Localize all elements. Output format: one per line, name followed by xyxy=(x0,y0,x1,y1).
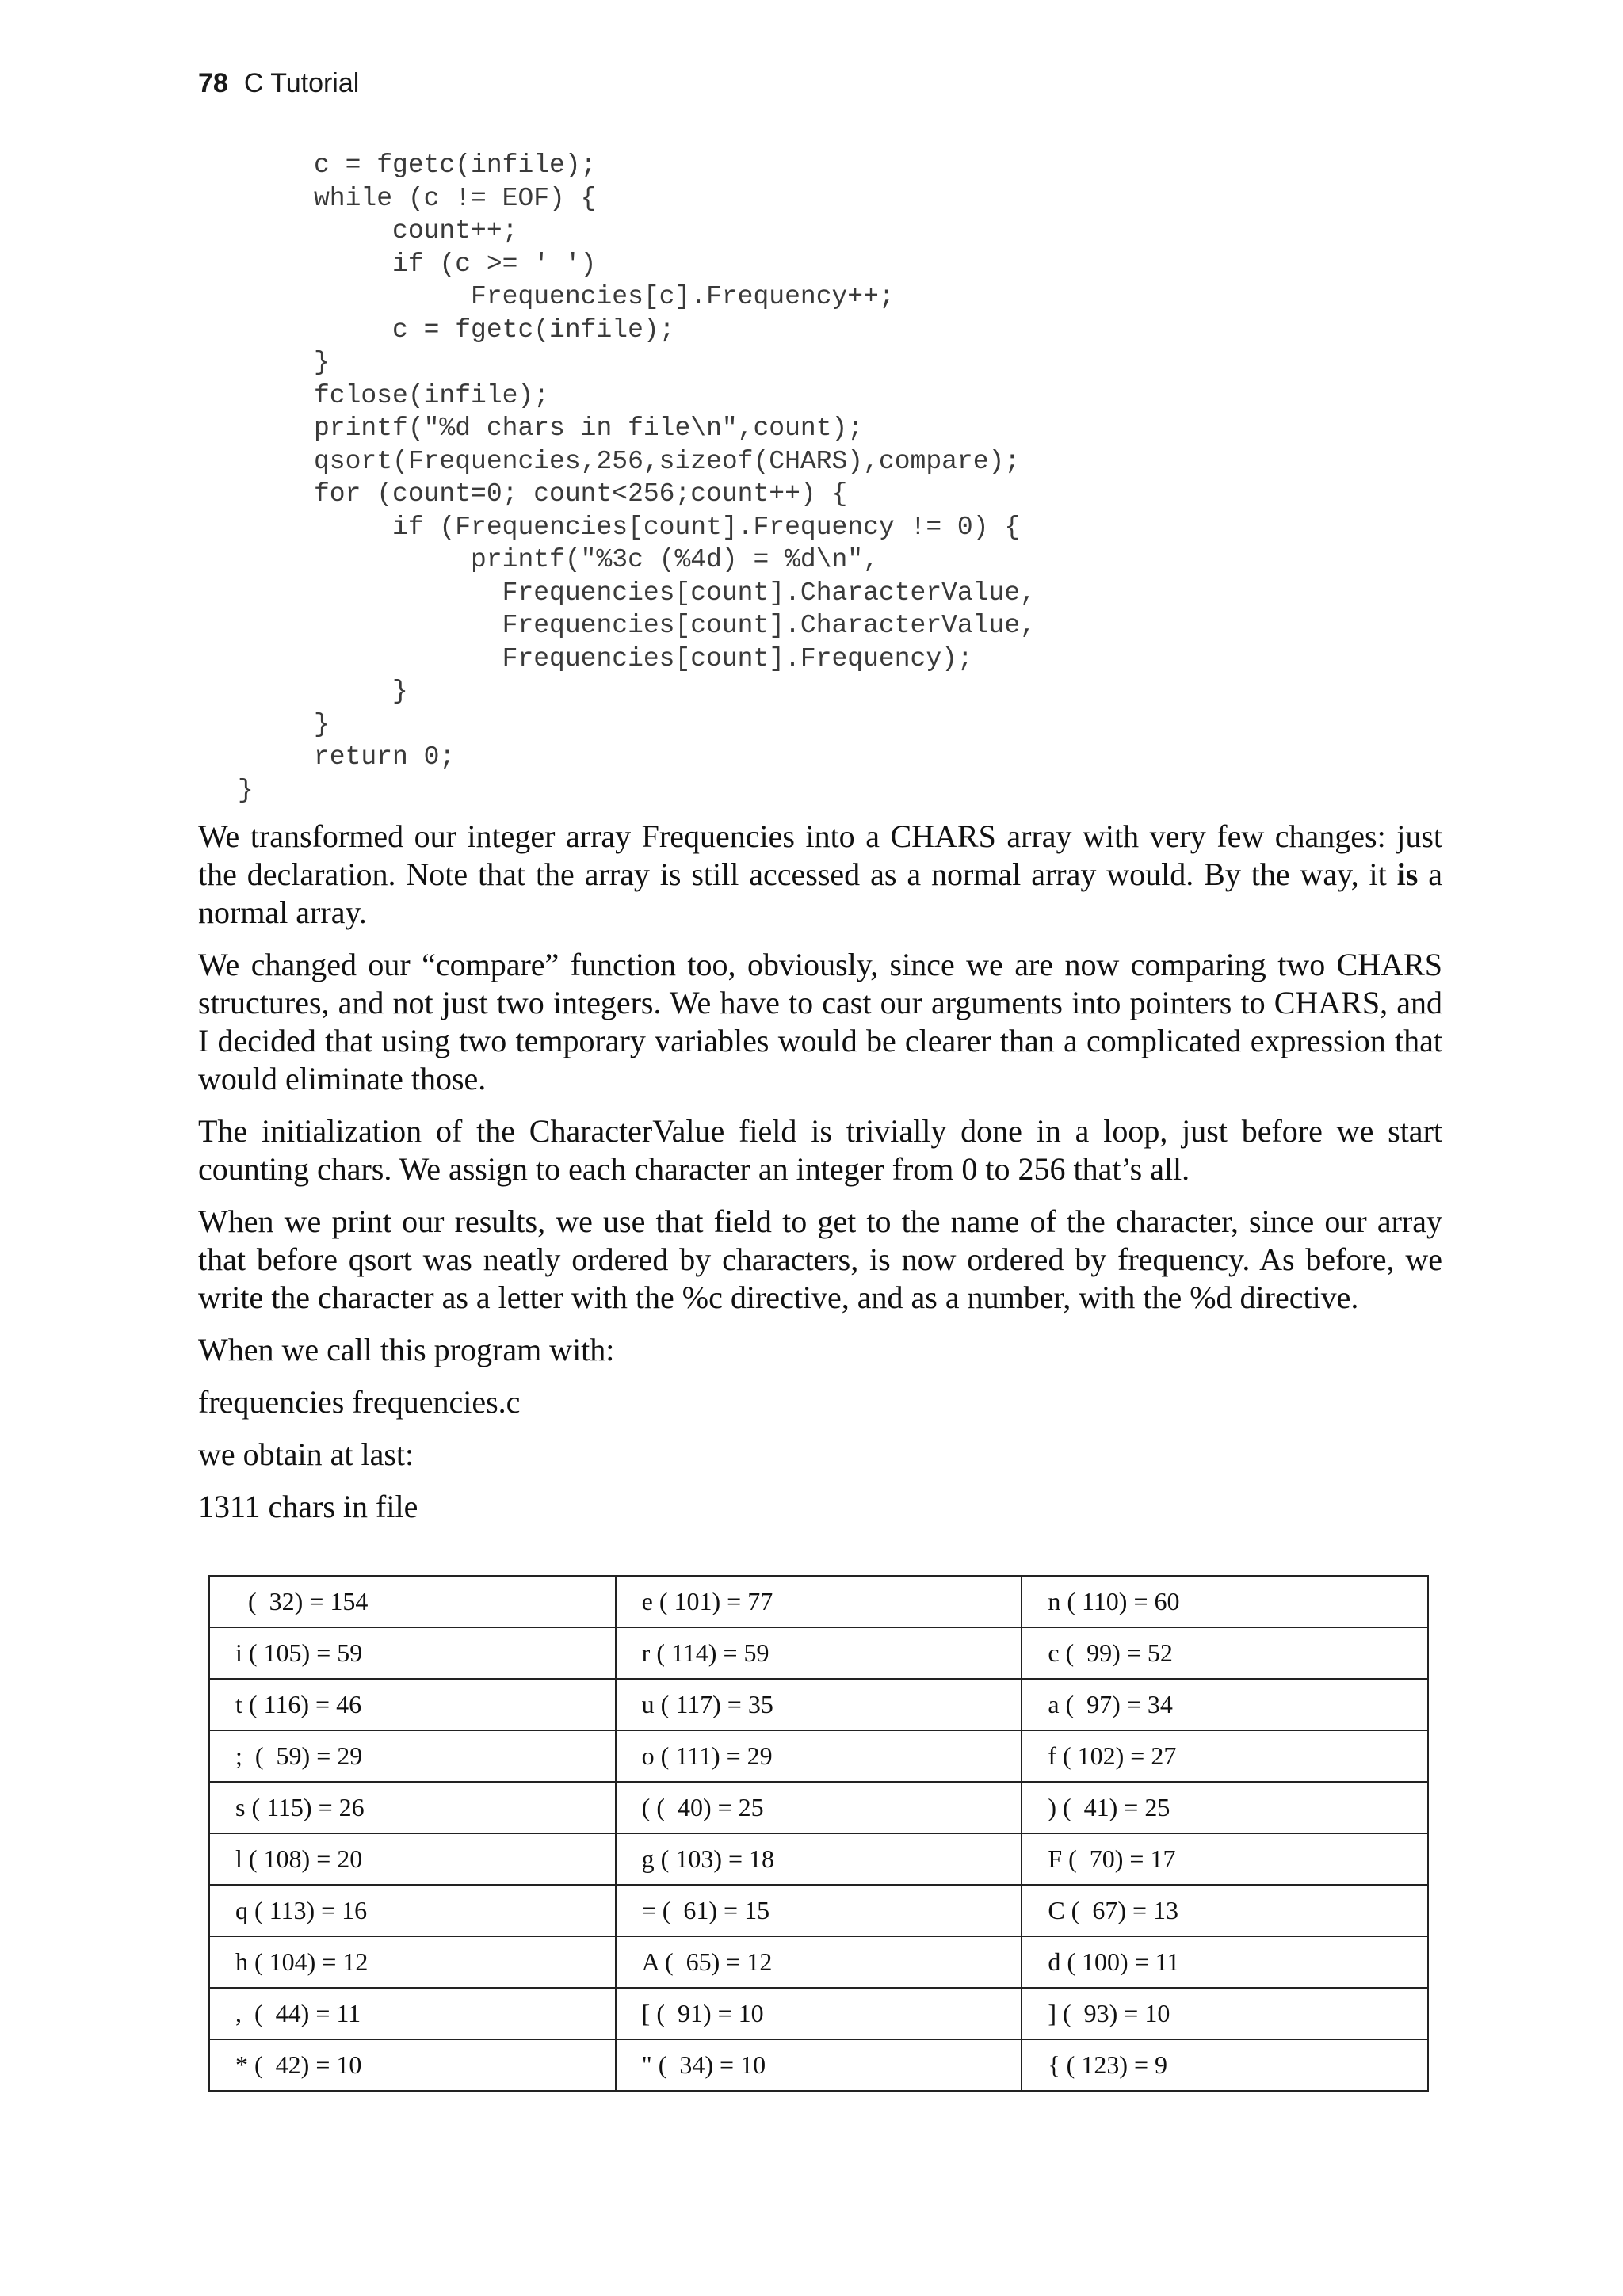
table-row xyxy=(209,1833,1428,1885)
table-cell: i ( 105) = 59 xyxy=(209,1627,616,1679)
code-line: } xyxy=(238,775,254,805)
paragraph-text: We transformed our integer array Frequencies into a CHARS array with very few changes: just the declaration. Note that the array is still accessed as a normal array would. By the way, it xyxy=(198,818,1442,892)
code-line: Frequencies[count].CharacterValue, xyxy=(314,578,1036,608)
page-header xyxy=(198,68,359,99)
table-cell: o ( 111) = 29 xyxy=(616,1730,1022,1782)
table-row xyxy=(209,1782,1428,1833)
code-line: printf("%3c (%4d) = %d\n", xyxy=(314,545,879,574)
code-line: return 0; xyxy=(314,742,456,772)
table-row xyxy=(209,1576,1428,1627)
emphasis: is xyxy=(1396,856,1419,892)
paragraph: 1311 chars in file xyxy=(198,1489,418,1524)
table-cell: C ( 67) = 13 xyxy=(1022,1885,1428,1936)
table-cell: ] ( 93) = 10 xyxy=(1022,1988,1428,2039)
code-line: printf("%d chars in file\n",count); xyxy=(314,414,864,443)
code-line: } xyxy=(314,709,330,739)
running-title: C Tutorial xyxy=(243,68,360,98)
paragraph: we obtain at last: xyxy=(198,1436,414,1472)
paragraph: frequencies frequencies.c xyxy=(198,1384,521,1420)
code-line: qsort(Frequencies,256,sizeof(CHARS),compare); xyxy=(314,446,1021,476)
code-line: c = fgetc(infile); xyxy=(314,151,597,180)
paragraph: The initialization of the CharacterValue field is trivially done in a loop, just before we start counting chars. We assign to each character an integer from 0 to 256 that’s all. xyxy=(198,1113,1442,1187)
table-row xyxy=(209,1679,1428,1730)
table-cell: e ( 101) = 77 xyxy=(616,1576,1022,1627)
table-row xyxy=(209,1885,1428,1936)
table-row xyxy=(209,1627,1428,1679)
code-line: if (Frequencies[count].Frequency != 0) { xyxy=(314,512,1021,542)
table-cell: { ( 123) = 9 xyxy=(1022,2039,1428,2091)
code-line: if (c >= ' ') xyxy=(314,249,597,279)
code-line: Frequencies[count].Frequency); xyxy=(314,643,973,673)
table-cell: c ( 99) = 52 xyxy=(1022,1627,1428,1679)
page-number: 78 xyxy=(198,68,228,98)
body-text xyxy=(198,818,1442,1540)
table-cell: u ( 117) = 35 xyxy=(616,1679,1022,1730)
table-cell: A ( 65) = 12 xyxy=(616,1936,1022,1988)
code-line: } xyxy=(314,348,330,377)
code-line: } xyxy=(314,677,408,706)
table-cell: f ( 102) = 27 xyxy=(1022,1730,1428,1782)
table-cell: = ( 61) = 15 xyxy=(616,1885,1022,1936)
table-cell: g ( 103) = 18 xyxy=(616,1833,1022,1885)
table-cell: h ( 104) = 12 xyxy=(209,1936,616,1988)
table-cell: s ( 115) = 26 xyxy=(209,1782,616,1833)
frequency-table xyxy=(208,1575,1429,2092)
table-cell: r ( 114) = 59 xyxy=(616,1627,1022,1679)
table-cell: t ( 116) = 46 xyxy=(209,1679,616,1730)
code-listing xyxy=(238,149,1036,807)
table-row xyxy=(209,1730,1428,1782)
code-line: count++; xyxy=(314,216,518,246)
table-row xyxy=(209,1936,1428,1988)
code-line: while (c != EOF) { xyxy=(314,183,597,213)
table-cell: q ( 113) = 16 xyxy=(209,1885,616,1936)
table-row xyxy=(209,1988,1428,2039)
code-line: for (count=0; count<256;count++) { xyxy=(314,479,848,509)
table-cell: d ( 100) = 11 xyxy=(1022,1936,1428,1988)
table-cell: a ( 97) = 34 xyxy=(1022,1679,1428,1730)
code-line: Frequencies[count].CharacterValue, xyxy=(314,611,1036,640)
table-cell: * ( 42) = 10 xyxy=(209,2039,616,2091)
paragraph-text: a normal array. xyxy=(198,856,1442,930)
code-line: c = fgetc(infile); xyxy=(314,315,675,345)
code-line: fclose(infile); xyxy=(314,380,550,410)
paragraph: When we call this program with: xyxy=(198,1332,615,1367)
table-cell: ( ( 40) = 25 xyxy=(616,1782,1022,1833)
table-row xyxy=(209,2039,1428,2091)
table-cell: [ ( 91) = 10 xyxy=(616,1988,1022,2039)
table-cell: ) ( 41) = 25 xyxy=(1022,1782,1428,1833)
table-cell: , ( 44) = 11 xyxy=(209,1988,616,2039)
code-line: Frequencies[c].Frequency++; xyxy=(314,282,895,311)
paragraph: When we print our results, we use that field to get to the name of the character, since our array that before qsort was neatly ordered by characters, is now ordered by frequency. As before, we write the character as a letter with the %c directive, and as a number, with the %d directive. xyxy=(198,1203,1442,1315)
paragraph: We changed our “compare” function too, obviously, since we are now comparing two CHARS structures, and not just two integers. We have to cast our arguments into pointers to CHARS, and I decided that using two temporary variables would be clearer than a complicated expression that would eliminate those. xyxy=(198,947,1442,1097)
table-cell: " ( 34) = 10 xyxy=(616,2039,1022,2091)
frequency-table-body xyxy=(209,1576,1428,2091)
table-cell: l ( 108) = 20 xyxy=(209,1833,616,1885)
table-cell: ( 32) = 154 xyxy=(209,1576,616,1627)
table-cell: F ( 70) = 17 xyxy=(1022,1833,1428,1885)
table-cell: n ( 110) = 60 xyxy=(1022,1576,1428,1627)
table-cell: ; ( 59) = 29 xyxy=(209,1730,616,1782)
paragraph xyxy=(198,818,1442,932)
